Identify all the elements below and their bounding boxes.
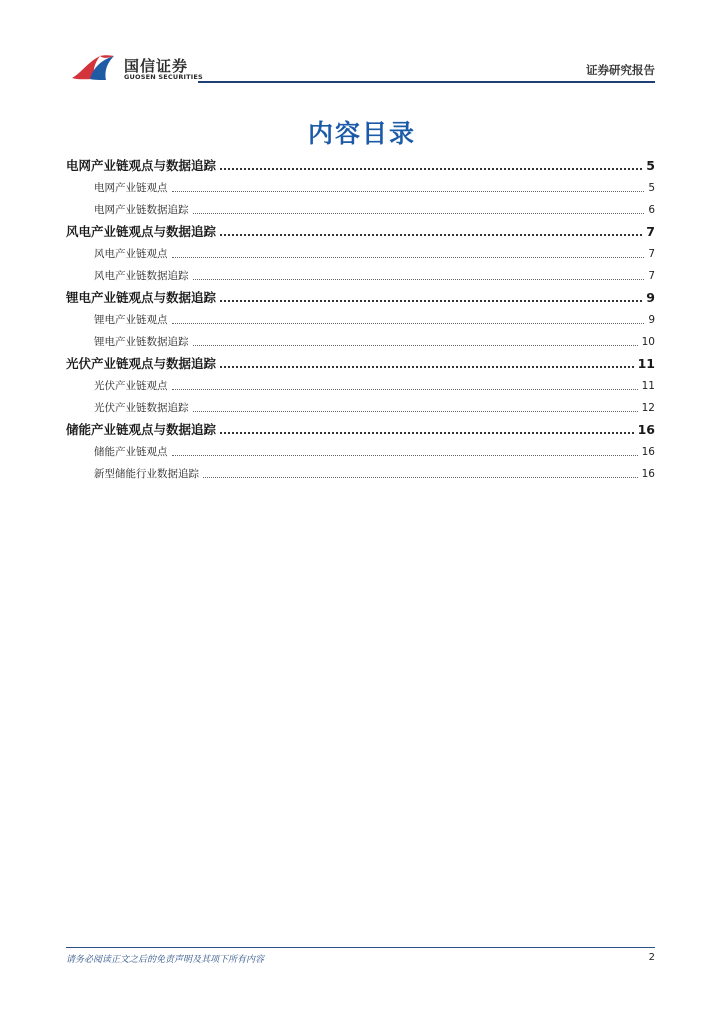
- toc-leader-dots: [220, 296, 642, 302]
- toc-leader-dots: [172, 187, 645, 192]
- toc-subsection[interactable]: [66, 460, 655, 482]
- toc-title: 内容目录: [307, 119, 416, 148]
- toc-section-pv[interactable]: [66, 350, 655, 372]
- toc-leader-dots: [172, 319, 645, 324]
- toc-section-grid[interactable]: [66, 152, 655, 174]
- logo-english-name: GUOSEN SECURITIES: [124, 73, 203, 81]
- toc-label: 光伏产业链观点与数据追踪: [66, 356, 217, 371]
- toc-page-number: 7: [648, 248, 655, 260]
- toc-section-lithium[interactable]: [66, 284, 655, 306]
- toc-subsection[interactable]: [66, 306, 655, 328]
- toc-page-number: 10: [641, 336, 655, 348]
- toc-subsection[interactable]: [66, 328, 655, 350]
- toc-label: 储能产业链观点: [94, 446, 168, 458]
- toc-label: 电网产业链观点: [94, 182, 168, 194]
- toc-label: 储能产业链观点与数据追踪: [66, 422, 217, 437]
- toc-subsection[interactable]: [66, 174, 655, 196]
- guosen-logo: [66, 50, 266, 84]
- toc-page-number: 7: [646, 224, 655, 239]
- toc-subsection[interactable]: [66, 196, 655, 218]
- toc-label: 风电产业链观点与数据追踪: [66, 224, 217, 239]
- toc-leader-dots: [203, 473, 638, 478]
- guosen-logo-icon: [70, 52, 122, 82]
- toc-leader-dots: [220, 230, 642, 236]
- toc-page-number: 6: [648, 204, 655, 216]
- toc-label: 风电产业链数据追踪: [94, 270, 189, 282]
- toc-section-wind[interactable]: [66, 218, 655, 240]
- footer-disclaimer: 请务必阅读正文之后的免责声明及其项下所有内容: [66, 955, 265, 965]
- toc-subsection[interactable]: [66, 262, 655, 284]
- toc-page-number: 5: [646, 158, 655, 173]
- toc-page-number: 12: [641, 402, 655, 414]
- toc-page-number: 11: [641, 380, 655, 392]
- toc-label: 光伏产业链数据追踪: [94, 402, 189, 414]
- toc-page-number: 5: [648, 182, 655, 194]
- toc-leader-dots: [193, 341, 638, 346]
- toc-label: 新型储能行业数据追踪: [94, 468, 199, 480]
- toc-leader-dots: [172, 451, 638, 456]
- toc-label: 光伏产业链观点: [94, 380, 168, 392]
- table-of-contents: [66, 152, 655, 482]
- toc-label: 锂电产业链观点与数据追踪: [66, 290, 217, 305]
- toc-subsection[interactable]: [66, 240, 655, 262]
- toc-section-storage[interactable]: [66, 416, 655, 438]
- toc-subsection[interactable]: [66, 438, 655, 460]
- toc-subsection[interactable]: [66, 394, 655, 416]
- toc-leader-dots: [220, 362, 634, 368]
- toc-page-number: 11: [637, 356, 655, 371]
- toc-leader-dots: [193, 407, 638, 412]
- footer-divider: [66, 947, 655, 948]
- toc-page-number: 16: [641, 446, 655, 458]
- report-type-label: 证券研究报告: [586, 63, 655, 77]
- toc-label: 风电产业链观点: [94, 248, 168, 260]
- toc-leader-dots: [172, 385, 638, 390]
- toc-label: 锂电产业链观点: [94, 314, 168, 326]
- toc-label: 电网产业链观点与数据追踪: [66, 158, 217, 173]
- toc-page-number: 7: [648, 270, 655, 282]
- toc-page-number: 9: [646, 290, 655, 305]
- toc-subsection[interactable]: [66, 372, 655, 394]
- header-divider: [198, 81, 655, 83]
- toc-leader-dots: [172, 253, 645, 258]
- logo-chinese-name: 国信证券: [124, 57, 189, 75]
- toc-leader-dots: [193, 209, 645, 214]
- toc-leader-dots: [220, 164, 642, 170]
- toc-page-number: 16: [641, 468, 655, 480]
- toc-label: 锂电产业链数据追踪: [94, 336, 189, 348]
- page-header: [66, 50, 655, 84]
- toc-leader-dots: [193, 275, 645, 280]
- page-number: 2: [648, 952, 655, 963]
- toc-leader-dots: [220, 428, 634, 434]
- toc-page-number: 16: [637, 422, 655, 437]
- toc-label: 电网产业链数据追踪: [94, 204, 189, 216]
- toc-page-number: 9: [648, 314, 655, 326]
